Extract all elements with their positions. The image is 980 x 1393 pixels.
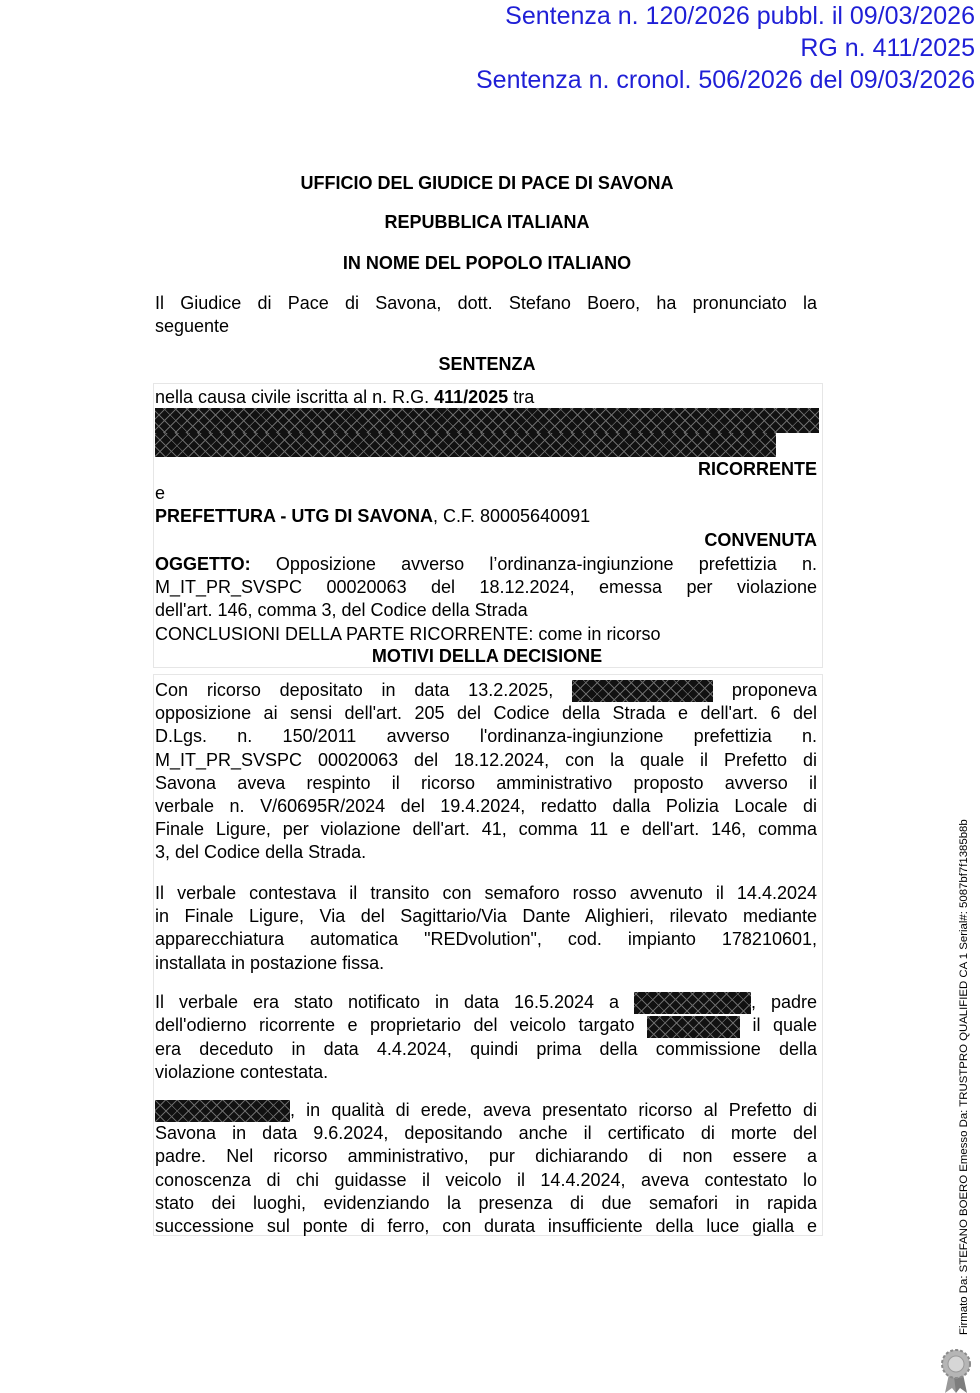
redacted-ricorrente-name bbox=[155, 433, 776, 457]
p2-line: Il verbale contestava il transito con semaforo rosso avvenuto il 14.4.2024 bbox=[155, 883, 817, 903]
redacted-name bbox=[572, 680, 713, 702]
redacted-ricorrente-name bbox=[155, 408, 819, 433]
people-heading: IN NOME DEL POPOLO ITALIANO bbox=[342, 253, 632, 273]
convenuto-cf: , C.F. 80005640091 bbox=[433, 506, 591, 526]
p4-line: stato dei luoghi, evidenziando la presenza di due semafori in rapida bbox=[155, 1192, 817, 1213]
redacted-name bbox=[155, 1100, 290, 1122]
p2-line: in Finale Ligure, Via del Sagittario/Via Dante Alighieri, rilevato mediante bbox=[155, 906, 817, 927]
p3-text: Il verbale era stato notificato in data 16.5.2024 a bbox=[155, 992, 619, 1012]
sentenza-title: SENTENZA bbox=[438, 354, 536, 374]
p4-line: successione sul ponte di ferro, con durata insufficiente della luce gialla e bbox=[155, 1216, 817, 1237]
p1-line: M_IT_PR_SVSPC 00020063 del 18.12.2024, con la quale il Prefetto di bbox=[155, 749, 817, 770]
and-word: e bbox=[155, 483, 166, 503]
p1-line: 3, del Codice della Strada. bbox=[155, 842, 367, 863]
rg-suffix: tra bbox=[508, 387, 535, 407]
convenuto-line bbox=[155, 505, 817, 528]
p2-line: installata in postazione fissa. bbox=[155, 952, 385, 973]
convenuta-label-row bbox=[155, 529, 817, 552]
p1-text: proponeva bbox=[731, 680, 817, 700]
paragraph-4 bbox=[155, 1099, 817, 1238]
paragraph-2 bbox=[155, 882, 817, 975]
and-line bbox=[155, 482, 817, 505]
p3-line: era deceduto in data 4.4.2024, quindi prima della commissione della bbox=[155, 1038, 817, 1059]
p3-text: , padre bbox=[750, 992, 817, 1012]
header-stamp bbox=[476, 0, 975, 96]
p1-line: D.Lgs. n. 150/2011 avverso l'ordinanza-ingiunzione prefettizia n. bbox=[155, 726, 817, 747]
intro-line: Il Giudice di Pace di Savona, dott. Stefano Boero, ha pronunciato la bbox=[155, 293, 817, 313]
office-heading: UFFICIO DEL GIUDICE DI PACE DI SAVONA bbox=[300, 173, 674, 193]
stamp-rg-number: RG n. 411/2025 bbox=[800, 34, 975, 62]
motivi-title: MOTIVI DELLA DECISIONE bbox=[371, 646, 603, 666]
p3-text: il quale bbox=[752, 1015, 817, 1036]
intro-line: seguente bbox=[155, 316, 230, 337]
p1-line: verbale n. V/60695R/2024 del 19.4.2024, redatto dalla Polizia Locale di bbox=[155, 796, 817, 817]
rg-line bbox=[155, 386, 817, 409]
p3-line: violazione contestata. bbox=[155, 1061, 329, 1082]
rg-number: 411/2025 bbox=[434, 387, 509, 407]
paragraph-1 bbox=[155, 679, 817, 865]
oggetto-paragraph bbox=[155, 553, 817, 646]
p1-line: Savona aveva respinto il ricorso amministrativo proposto avverso il bbox=[155, 772, 817, 793]
oggetto-line: M_IT_PR_SVSPC 00020063 del 18.12.2024, emessa per violazione bbox=[155, 577, 817, 598]
republic-heading: REPUBBLICA ITALIANA bbox=[384, 212, 590, 232]
p1-line: Finale Ligure, per violazione dell'art. 41, comma 11 e dell'art. 146, comma bbox=[155, 819, 817, 840]
redacted-name bbox=[634, 992, 751, 1014]
intro-paragraph bbox=[155, 292, 817, 338]
seal-icon bbox=[937, 1348, 975, 1393]
conclusioni-line: CONCLUSIONI DELLA PARTE RICORRENTE: come in ricorso bbox=[155, 623, 661, 644]
convenuto-name: PREFETTURA - UTG DI SAVONA bbox=[155, 506, 433, 526]
p2-line: apparecchiatura automatica "REDvolution", cod. impianto 178210601, bbox=[155, 929, 817, 950]
p3-text: dell'odierno ricorrente e proprietario del veicolo targato bbox=[155, 1015, 635, 1036]
convenuta-label: CONVENUTA bbox=[704, 530, 817, 550]
p1-line: opposizione ai sensi dell'art. 205 del Codice della Strada e dell'art. 6 del bbox=[155, 703, 817, 724]
p4-line: Savona in data 9.6.2024, depositando anche il certificato di morte del bbox=[155, 1123, 817, 1144]
p4-line: padre. Nel ricorso amministrativo, pur dichiarando di non essere a bbox=[155, 1146, 817, 1167]
stamp-cronol-number: Sentenza n. cronol. 506/2026 del 09/03/2026 bbox=[475, 66, 975, 94]
p4-line: conoscenza di chi guidasse il veicolo il 14.4.2024, aveva contestato lo bbox=[155, 1169, 817, 1190]
oggetto-label: OGGETTO: bbox=[155, 554, 251, 574]
ricorrente-label-row bbox=[155, 458, 817, 481]
rg-prefix: nella causa civile iscritta al n. R.G. bbox=[155, 387, 435, 407]
redacted-plate bbox=[647, 1016, 740, 1038]
p1-text: Con ricorso depositato in data 13.2.2025, bbox=[155, 680, 554, 700]
p4-text: , in qualità di erede, aveva presentato ricorso al Prefetto di bbox=[290, 1100, 817, 1120]
stamp-sentenza-number: Sentenza n. 120/2026 pubbl. il 09/03/2026 bbox=[505, 2, 975, 30]
digital-signature-note: Firmato Da: STEFANO BOERO Emesso Da: TRUSTPRO QUALIFIED CA 1 Serial#: 5087bf7f1385b8b bbox=[958, 819, 970, 1335]
oggetto-line: dell'art. 146, comma 3, del Codice della Strada bbox=[155, 600, 528, 621]
oggetto-text: Opposizione avverso l’ordinanza-ingiunzione prefettizia n. bbox=[250, 554, 817, 574]
paragraph-3 bbox=[155, 991, 817, 1084]
ricorrente-label: RICORRENTE bbox=[697, 459, 817, 479]
